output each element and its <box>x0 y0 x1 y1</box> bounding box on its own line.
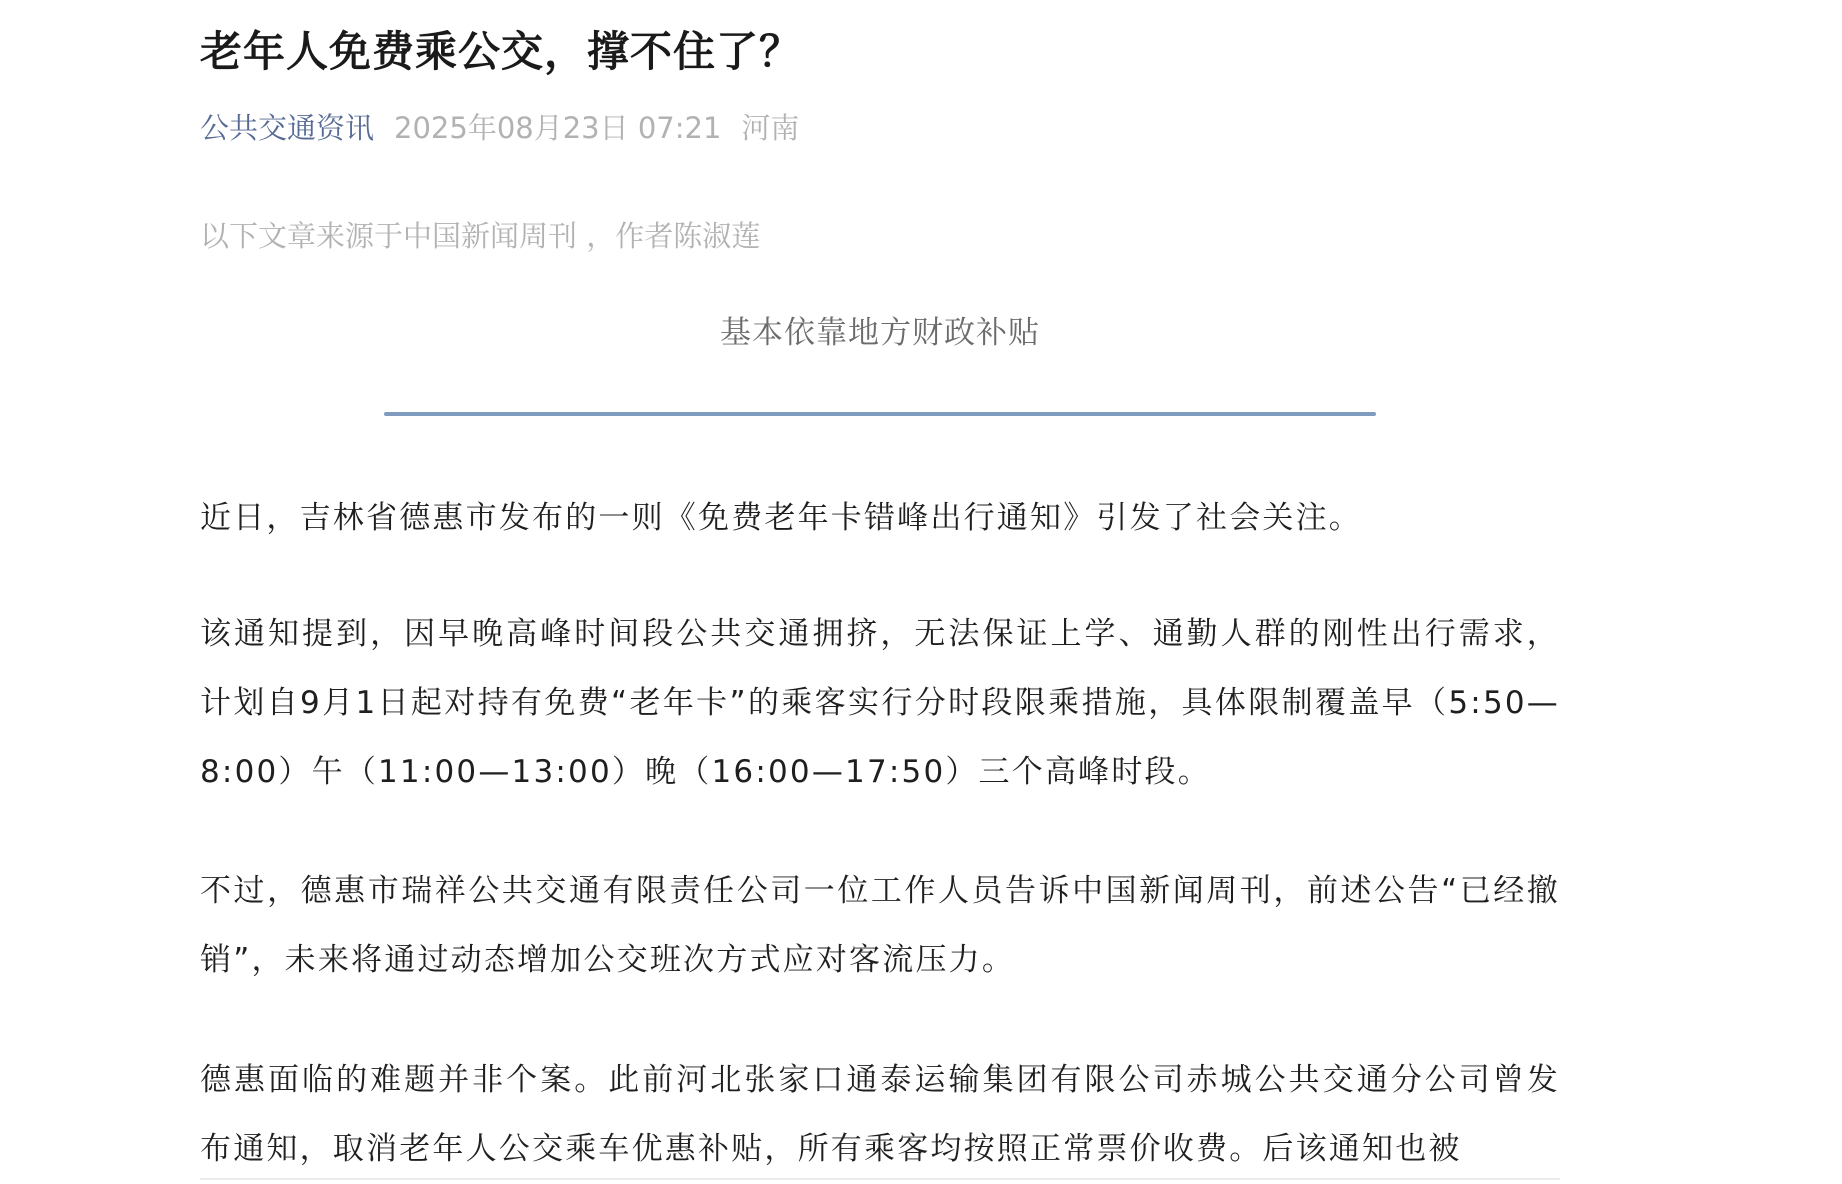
bottom-divider <box>200 1178 1560 1180</box>
section-heading: 基本依靠地方财政补贴 <box>720 315 1040 351</box>
publish-location: 河南 <box>741 111 800 145</box>
article-title: 老年人免费乘公交，撑不住了？ <box>200 27 803 76</box>
article-container <box>200 0 1560 1182</box>
account-name-link[interactable]: 公共交通资讯 <box>200 111 375 145</box>
section-divider <box>384 412 1376 416</box>
paragraph-4: 德惠面临的难题并非个案。此前河北张家口通泰运输集团有限公司赤城公共交通分公司曾发布通知，取消老年人公交乘车优惠补贴，所有乘客均按照正常票价收费。后该通知也被 <box>200 1062 1560 1167</box>
paragraph-2: 该通知提到，因早晚高峰时间段公共交通拥挤，无法保证上学、通勤人群的刚性出行需求，计划自9月1日起对持有免费“老年卡”的乘客实行分时段限乘措施，具体限制覆盖早（5:50—8:00）午（11:00—13:00）晚（16:00—17:50）三个高峰时段。 <box>200 616 1560 790</box>
paragraph-3: 不过，德惠市瑞祥公共交通有限责任公司一位工作人员告诉中国新闻周刊，前述公告“已经撤销”，未来将通过动态增加公交班次方式应对客流压力。 <box>200 873 1560 978</box>
paragraph-1: 近日，吉林省德惠市发布的一则《免费老年卡错峰出行通知》引发了社会关注。 <box>200 500 1362 536</box>
article-meta <box>200 108 799 148</box>
source-byline[interactable]: 以下文章来源于中国新闻周刊 ，作者陈淑莲 <box>200 219 761 253</box>
publish-date: 2025年08月23日 07:21 <box>394 111 722 145</box>
